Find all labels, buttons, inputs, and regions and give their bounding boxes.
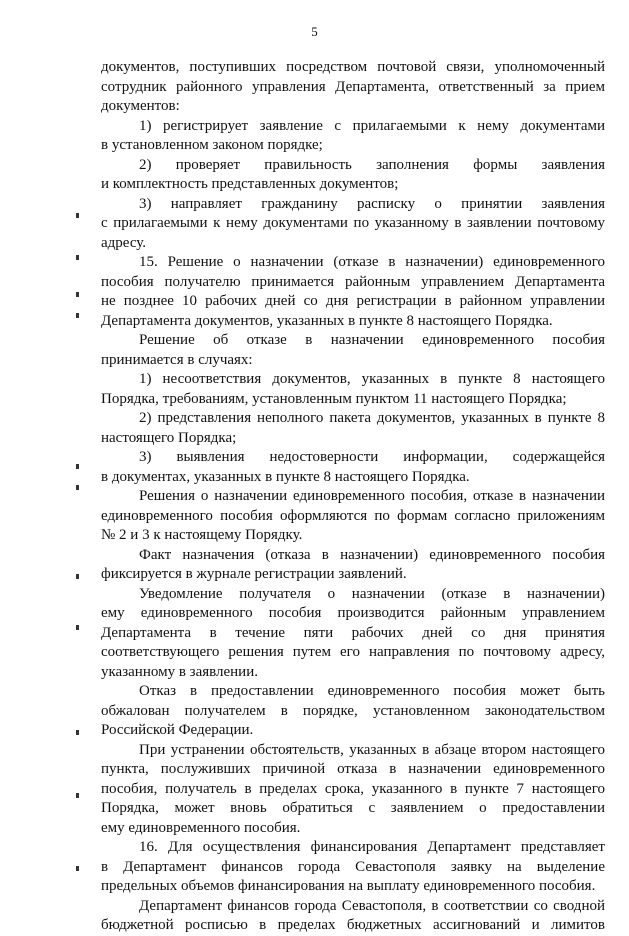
text-line: 1) несоответствия документов, указанных в пункте 8 настоящего (139, 371, 605, 387)
text-line: бюджетной росписью в пределах бюджетных ассигнований и лимитов (101, 917, 605, 933)
text-line: пособия получателю принимается районным управлением Департамента (101, 273, 605, 290)
text-line: адресу. (101, 234, 147, 251)
text-line: предельных объемов финансирования на выплату единовременного пособия. (101, 878, 596, 894)
text-line: Факт назначения (отказа в назначении) единовременного пособия (139, 546, 605, 563)
text-line: с прилагаемыми к нему документами по указанному в заявлении почтовому (101, 215, 605, 231)
scan-mark (76, 793, 79, 798)
scan-mark (76, 464, 79, 469)
scan-mark (76, 730, 79, 735)
scan-mark (76, 213, 79, 218)
text-line: 2) проверяет правильность заполнения формы заявления (139, 156, 605, 173)
page-number: 5 (311, 24, 318, 39)
text-line: принимается в случаях: (101, 351, 253, 368)
text-line: указанному в заявлении. (101, 663, 258, 680)
text-line: пункта, послуживших причиной отказа в назначении единовременного (101, 761, 605, 777)
text-line: и комплектность представленных документов; (101, 176, 399, 192)
text-line: № 2 и 3 к настоящему Порядку. (101, 527, 303, 543)
text-line: пособия, получатель в пределах срока, указанного в пункте 7 настоящего (101, 780, 605, 797)
text-line: Российской Федерации. (101, 722, 254, 738)
text-line: соответствующего решения путем его направления по почтовому адресу, (101, 644, 605, 660)
document-body (101, 58, 605, 936)
text-line: сотрудник районного управления Департамента, ответственный за прием (101, 78, 605, 95)
text-line: ему единовременного пособия. (101, 819, 301, 836)
scan-mark (76, 625, 79, 630)
scan-mark (76, 313, 79, 318)
text-line: не позднее 10 рабочих дней со дня регистрации в районном управлении (101, 293, 605, 309)
scan-mark (76, 866, 79, 871)
scan-mark (76, 292, 79, 297)
text-line: Порядка, может вновь обратиться с заявлением о предоставлении (101, 800, 605, 816)
text-line: Решения о назначении единовременного пособия, отказе в назначении (139, 488, 605, 504)
text-line: Уведомление получателя о назначении (отказе в назначении) (139, 585, 605, 602)
text-line: ему единовременного пособия производится районным управлением (101, 605, 605, 621)
text-line: Порядка, требованиям, установленным пунктом 11 настоящего Порядка; (101, 390, 567, 407)
text-line: обжалован получателем в порядке, установленном законодательством (101, 702, 605, 719)
text-line: в документах, указанных в пункте 8 настоящего Порядка. (101, 468, 470, 485)
text-line: Решение об отказе в назначении единовременного пособия (139, 332, 605, 348)
text-line: Отказ в предоставлении единовременного пособия может быть (139, 683, 605, 699)
text-line: Департамент финансов города Севастополя, в соответствии со сводной (139, 897, 605, 914)
scan-mark (76, 574, 79, 579)
text-line: фиксируется в журнале регистрации заявлений. (101, 566, 407, 582)
text-line: 16. Для осуществления финансирования Департамент представляет (139, 839, 605, 855)
text-line: При устранении обстоятельств, указанных в абзаце втором настоящего (139, 741, 605, 758)
text-line: документов, поступивших посредством почтовой связи, уполномоченный (101, 59, 605, 75)
scan-mark (76, 485, 79, 490)
text-line: документов: (101, 98, 180, 114)
scan-mark (76, 255, 79, 260)
text-line: настоящего Порядка; (101, 429, 237, 446)
text-line: Департамента в течение пяти рабочих дней со дня принятия (101, 624, 605, 641)
text-line: в Департамент финансов города Севастополя заявку на выделение (101, 858, 605, 875)
text-line: 15. Решение о назначении (отказе в назначении) единовременного (139, 254, 605, 270)
text-line: 3) выявления недостоверности информации, содержащейся (139, 449, 605, 465)
text-line: единовременного пособия оформляются по формам согласно приложениям (101, 507, 605, 524)
text-line: 3) направляет гражданину расписку о принятии заявления (139, 195, 605, 212)
text-line: Департамента документов, указанных в пункте 8 настоящего Порядка. (101, 312, 553, 329)
text-line: в установленном законом порядке; (101, 137, 323, 153)
text-line: 2) представления неполного пакета документов, указанных в пункте 8 (139, 410, 605, 426)
text-line: 1) регистрирует заявление с прилагаемыми к нему документами (139, 117, 605, 134)
